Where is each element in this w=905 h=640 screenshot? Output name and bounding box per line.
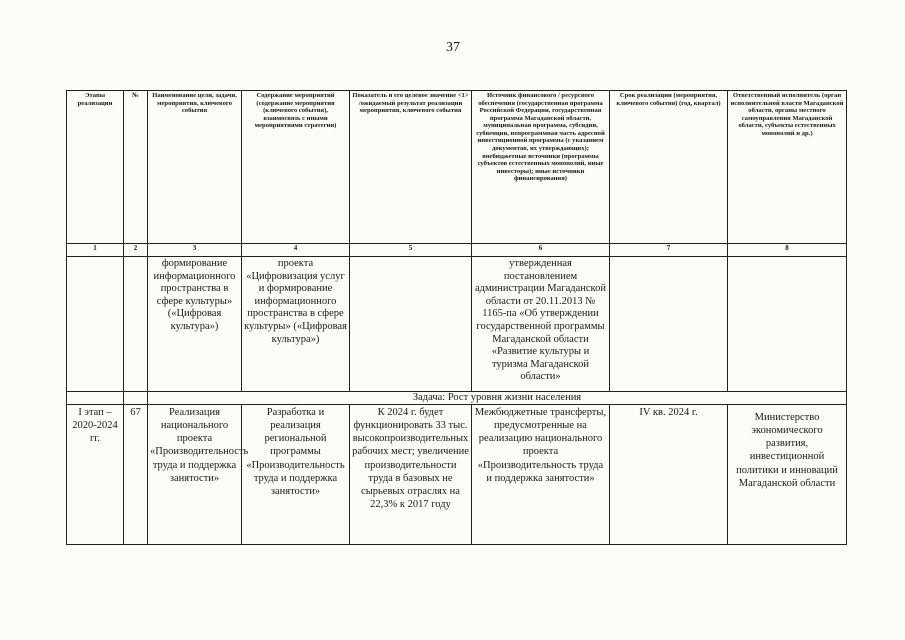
column-number: 7 xyxy=(610,244,728,257)
cont-number xyxy=(124,257,148,392)
column-number: 5 xyxy=(350,244,472,257)
cont-indicator xyxy=(350,257,472,392)
table-row xyxy=(67,405,847,545)
task-row-blank xyxy=(124,392,148,405)
number-cell: 67 xyxy=(124,405,148,545)
column-number-row xyxy=(67,244,847,257)
cont-executor xyxy=(728,257,847,392)
deadline-cell: IV кв. 2024 г. xyxy=(610,405,728,545)
cont-name: формирование информационного пространства в сфере культуры» («Цифровая культура») xyxy=(148,257,242,392)
header-deadline: Срок реализации (мероприятия, ключевого события) (год, квартал) xyxy=(610,91,728,244)
header-content: Содержание мероприятий (содержание мероприятия (ключевого события), взаимосвязь с иными мероприятиями стратегии) xyxy=(242,91,350,244)
column-number: 4 xyxy=(242,244,350,257)
column-number: 3 xyxy=(148,244,242,257)
task-label: Задача: Рост уровня жизни населения xyxy=(148,392,847,405)
column-number: 1 xyxy=(67,244,124,257)
name-cell: Реализация национального проекта «Производительность труда и поддержка занятости» xyxy=(148,405,242,545)
header-stage: Этапы реализации xyxy=(67,91,124,244)
task-row-blank xyxy=(67,392,124,405)
page-number: 37 xyxy=(446,40,460,55)
source-cell: Межбюджетные трансферты, предусмотренные на реализацию национального проекта «Производительность труда и поддержка занятости» xyxy=(472,405,610,545)
column-number: 2 xyxy=(124,244,148,257)
indicator-cell: К 2024 г. будет функционировать 33 тыс. высокопроизводительных рабочих мест; увеличение производительности труда в базовых не сырьевых отраслях на 22,3% к 2017 году xyxy=(350,405,472,545)
cont-stage xyxy=(67,257,124,392)
strategy-table xyxy=(66,90,847,545)
task-row xyxy=(67,392,847,405)
cont-source: утвержденная постановлением администрации Магаданской области от 20.11.2013 № 1165-па «Об утверждении государственной программы Магаданской области «Развитие культуры и туризма Магаданской области» xyxy=(472,257,610,392)
header-indicator: Показатель и его целевое значение <1> /ожидаемый результат реализации мероприятия, ключевого события xyxy=(350,91,472,244)
header-executor: Ответственный исполнитель (орган исполнительной власти Магаданской области, органы местного самоуправления Магаданской области, субъекты естественных монополий и др.) xyxy=(728,91,847,244)
cont-content: проекта «Цифровизация услуг и формирование информационного пространства в сфере культуры» («Цифровая культура») xyxy=(242,257,350,392)
column-number: 8 xyxy=(728,244,847,257)
column-number: 6 xyxy=(472,244,610,257)
content-cell: Разработка и реализация региональной программы «Производительность труда и поддержка занятости» xyxy=(242,405,350,545)
cont-deadline xyxy=(610,257,728,392)
header-number: № xyxy=(124,91,148,244)
header-name: Наименование цели, задачи, мероприятия, ключевого события xyxy=(148,91,242,244)
executor-cell: Министерство экономического развития, инвестиционной политики и инноваций Магаданской области xyxy=(728,405,847,545)
stage-cell: I этап – 2020-2024 гг. xyxy=(67,405,124,545)
header-source: Источник финансового / ресурсного обеспечения (государственная программа Российской Федерации, государственная программа Магаданской области, муниципальная программа, субсидии, субвенции, непрограммная часть адресной инвестиционной программы (с указанием документов, их утверждающих); внебюджетные источники (программы субъектов естественных монополий, иные инвесторы); иные источники финансирования) xyxy=(472,91,610,244)
continuation-row xyxy=(67,257,847,392)
header-row xyxy=(67,91,847,244)
